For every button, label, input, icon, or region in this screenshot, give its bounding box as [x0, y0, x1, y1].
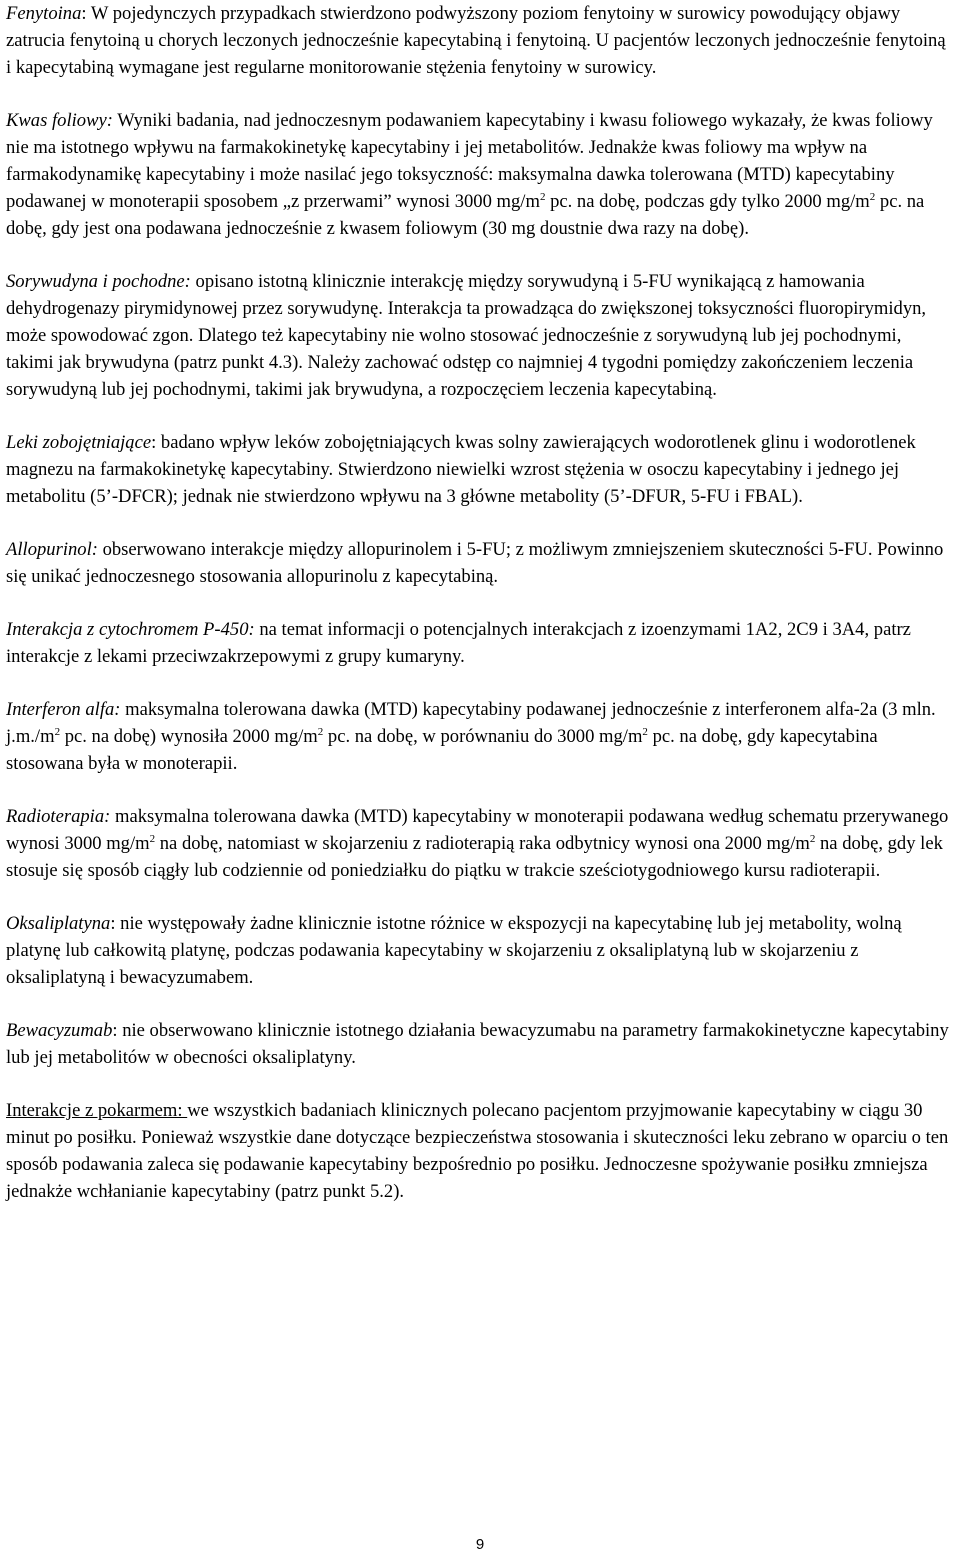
- superscript: 2: [539, 191, 546, 203]
- paragraph-leki-zobojetniajace: [6, 429, 952, 510]
- paragraph-label: Radioterapia:: [6, 806, 111, 827]
- paragraph-label: Kwas foliowy:: [6, 110, 113, 131]
- paragraph-label: Interakcja z cytochromem P-450:: [6, 619, 255, 640]
- paragraph-allopurinol: [6, 536, 952, 590]
- paragraph-bewacyzumab: [6, 1017, 952, 1071]
- paragraph-text: pc. na dobę, podczas gdy tylko 2000 mg/m: [545, 191, 870, 212]
- paragraph-text: we wszystkich badaniach klinicznych polecano pacjentom przyjmowanie kapecytabiny w ciągu 30 minut po posiłku. Ponieważ wszystkie dane dotyczące bezpieczeństwa stosowania i skuteczności leku zebrano w oparciu o ten sposób podawania zaleca się podawanie kapecytabiny bezpośrednio po posiłku. Jednoczesne spożywanie posiłku zmniejsza jednakże wchłanianie kapecytabiny (patrz punkt 5.2).: [6, 1100, 949, 1202]
- paragraph-interferon: [6, 696, 952, 777]
- paragraph-oksaliplatyna: [6, 910, 952, 991]
- paragraph-text: opisano istotną klinicznie interakcję między sorywudyną i 5-FU wynikającą z hamowania dehydrogenazy pirymidynowej przez sorywudynę. Interakcja ta prowadząca do zwiększonej toksyczności fluoropirymidyn, może spowodować zgon. Dlatego też kapecytabiny nie wolno stosować jednocześnie z sorywudyną lub jej pochodnymi, takimi jak brywudyna (patrz punkt 4.3). Należy zachować odstęp co najmniej 4 tygodni pomiędzy zakończeniem leczenia sorywudyną lub jej pochodnymi, takimi jak brywudyna, a rozpoczęciem leczenia kapecytabiną.: [6, 271, 927, 400]
- paragraph-label: Oksaliplatyna: [6, 913, 111, 934]
- paragraph-kwas-foliowy: [6, 107, 952, 242]
- superscript: 2: [809, 833, 816, 845]
- paragraph-radioterapia: [6, 803, 952, 884]
- paragraph-text: maksymalna tolerowana dawka (MTD) kapecytabiny podawanej jednocześnie z interferonem alfa-2a (3 mln. j.m./m: [6, 699, 936, 747]
- paragraph-label: Interferon alfa:: [6, 699, 121, 720]
- paragraph-text: na temat informacji o potencjalnych interakcjach z izoenzymami 1A2, 2C9 i 3A4, patrz interakcje z lekami przeciwzakrzepowymi z grupy kumaryny.: [6, 619, 911, 667]
- paragraph-text: : W pojedynczych przypadkach stwierdzono podwyższony poziom fenytoiny w surowicy powodujący objawy zatrucia fenytoiną u chorych leczonych jednocześnie kapecytabiną i fenytoiną. U pacjentów leczonych jednocześnie fenytoiną i kapecytabiną wymagane jest regularne monitorowanie stężenia fenytoiny w surowicy.: [6, 3, 946, 78]
- paragraph-label: Bewacyzumab: [6, 1020, 113, 1041]
- paragraph-label: Interakcje z pokarmem:: [6, 1100, 188, 1121]
- paragraph-text: Wyniki badania, nad jednoczesnym podawaniem kapecytabiny i kwasu foliowego wykazały, że kwas foliowy nie ma istotnego wpływu na farmakokinetykę kapecytabiny i jej metabolitów. Jednakże kwas foliowy ma wpływ na farmakodynamikę kapecytabiny i może nasilać jego toksyczność: maksymalna dawka tolerowana (MTD) kapecytabiny podawanej w monoterapii sposobem „z przerwami” wynosi 3000 mg/m: [6, 110, 933, 212]
- paragraph-cytochrom: [6, 616, 952, 670]
- document-page: [6, 0, 952, 1231]
- paragraph-text: na dobę, gdy lek stosuje się sposób ciągły lub codziennie od poniedziałku do piątku w trakcie sześciotygodniowego kursu radioterapii.: [6, 833, 943, 881]
- paragraph-label: Fenytoina: [6, 3, 82, 24]
- paragraph-text: : badano wpływ leków zobojętniających kwas solny zawierających wodorotlenek glinu i wodorotlenek magnezu na farmakokinetykę kapecytabiny. Stwierdzono niewielki wzrost stężenia w osoczu kapecytabiny i jednego jej metabolitu (5’-DFCR); jednak nie stwierdzono wpływu na 3 główne metabolity (5’-DFUR, 5-FU i FBAL).: [6, 432, 916, 507]
- page-number: 9: [475, 1536, 485, 1553]
- superscript: 2: [642, 726, 648, 738]
- superscript: 2: [149, 833, 156, 845]
- paragraph-text: pc. na dobę) wynosiła 2000 mg/m: [60, 726, 318, 747]
- paragraph-label: Allopurinol:: [6, 539, 98, 560]
- paragraph-text: pc. na dobę, gdy kapecytabina stosowana była w monoterapii.: [6, 726, 878, 774]
- paragraph-text: pc. na dobę, w porównaniu do 3000 mg/m: [323, 726, 643, 747]
- paragraph-label: Leki zobojętniające: [6, 432, 152, 453]
- paragraph-text: : nie występowały żadne klinicznie istotne różnice w ekspozycji na kapecytabinę lub jej metabolity, wolną platynę lub całkowitą platynę, podczas podawania kapecytabiny w skojarzeniu z oksaliplatyną lub w skojarzeniu z oksaliplatyną i bewacyzumabem.: [6, 913, 902, 988]
- paragraph-fenytoina: [6, 0, 952, 81]
- superscript: 2: [54, 726, 61, 738]
- paragraph-pokarm: [6, 1097, 952, 1205]
- superscript: 2: [869, 191, 876, 203]
- paragraph-text: : nie obserwowano klinicznie istotnego działania bewacyzumabu na parametry farmakokinetyczne kapecytabiny lub jej metabolitów w obecności oksaliplatyny.: [6, 1020, 949, 1068]
- superscript: 2: [317, 726, 324, 738]
- paragraph-sorywudyna: [6, 268, 952, 403]
- paragraph-label: Sorywudyna i pochodne:: [6, 271, 191, 292]
- paragraph-text: pc. na dobę, gdy jest ona podawana jednocześnie z kwasem foliowym (30 mg doustnie dwa razy na dobę).: [6, 191, 925, 239]
- paragraph-text: na dobę, natomiast w skojarzeniu z radioterapią raka odbytnicy wynosi ona 2000 mg/m: [155, 833, 810, 854]
- paragraph-text: maksymalna tolerowana dawka (MTD) kapecytabiny w monoterapii podawana według schematu przerywanego wynosi 3000 mg/m: [6, 806, 949, 854]
- paragraph-text: obserwowano interakcje między allopurinolem i 5-FU; z możliwym zmniejszeniem skuteczności 5-FU. Powinno się unikać jednoczesnego stosowania allopurinolu z kapecytabiną.: [6, 539, 944, 587]
